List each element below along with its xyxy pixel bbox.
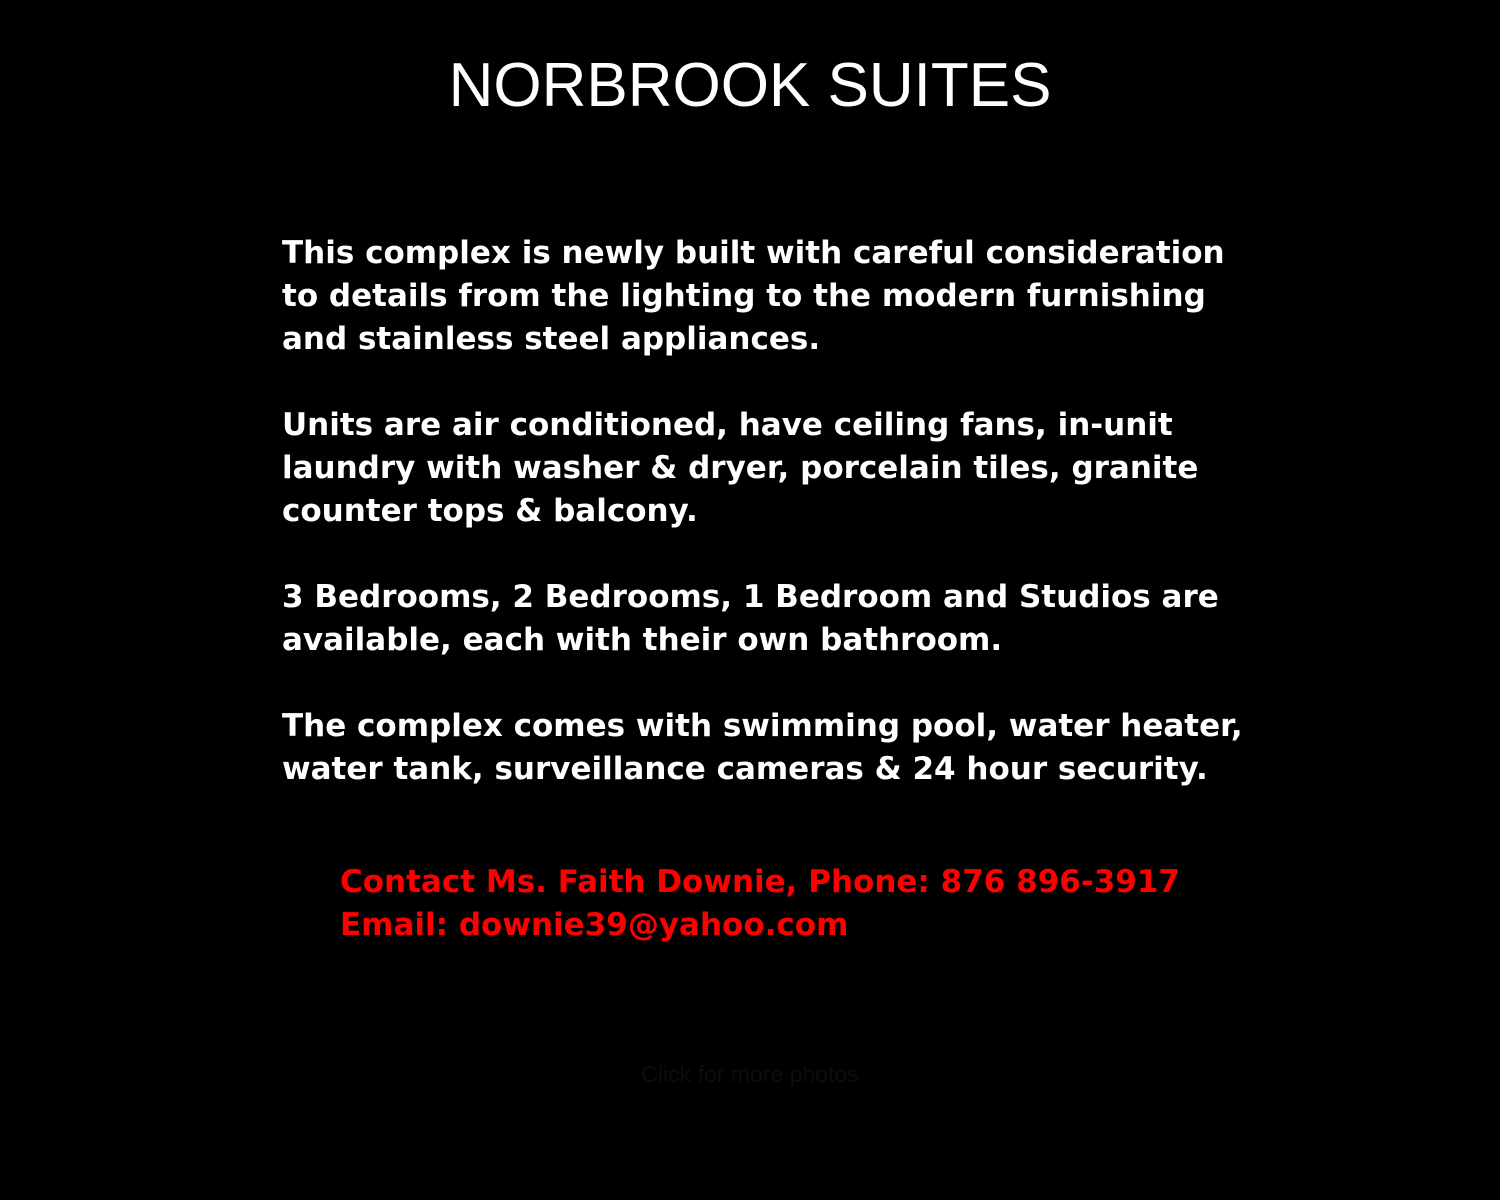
- paragraph-line: The complex comes with swimming pool, water heater,: [282, 708, 1243, 744]
- paragraph-line: This complex is newly built with careful consideration: [282, 235, 1225, 271]
- paragraph-line: and stainless steel appliances.: [282, 321, 821, 357]
- paragraph-line: water tank, surveillance cameras & 24 hour security.: [282, 751, 1208, 787]
- paragraph-finishes: [282, 232, 1292, 361]
- description-text: [282, 232, 1292, 834]
- paragraph-line: to details from the lighting to the modern furnishing: [282, 278, 1206, 314]
- paragraph-line: available, each with their own bathroom.: [282, 622, 1003, 658]
- paragraph-unit-features: [282, 404, 1292, 533]
- paragraph-line: laundry with washer & dryer, porcelain tiles, granite: [282, 450, 1199, 486]
- paragraph-line: 3 Bedrooms, 2 Bedrooms, 1 Bedroom and Studios are: [282, 579, 1219, 615]
- paragraph-line: counter tops & balcony.: [282, 493, 698, 529]
- more-photos-link[interactable]: Click for more photos: [641, 1061, 859, 1087]
- page-title: NORBROOK SUITES: [448, 51, 1052, 120]
- contact-email-line: Email: downie39@yahoo.com: [340, 907, 849, 943]
- contact-phone-line: Contact Ms. Faith Downie, Phone: 876 896-3917: [340, 864, 1180, 900]
- paragraph-amenities: [282, 705, 1292, 791]
- paragraph-line: Units are air conditioned, have ceiling fans, in-unit: [282, 407, 1173, 443]
- contact-info: [340, 861, 1340, 947]
- paragraph-unit-types: [282, 576, 1292, 662]
